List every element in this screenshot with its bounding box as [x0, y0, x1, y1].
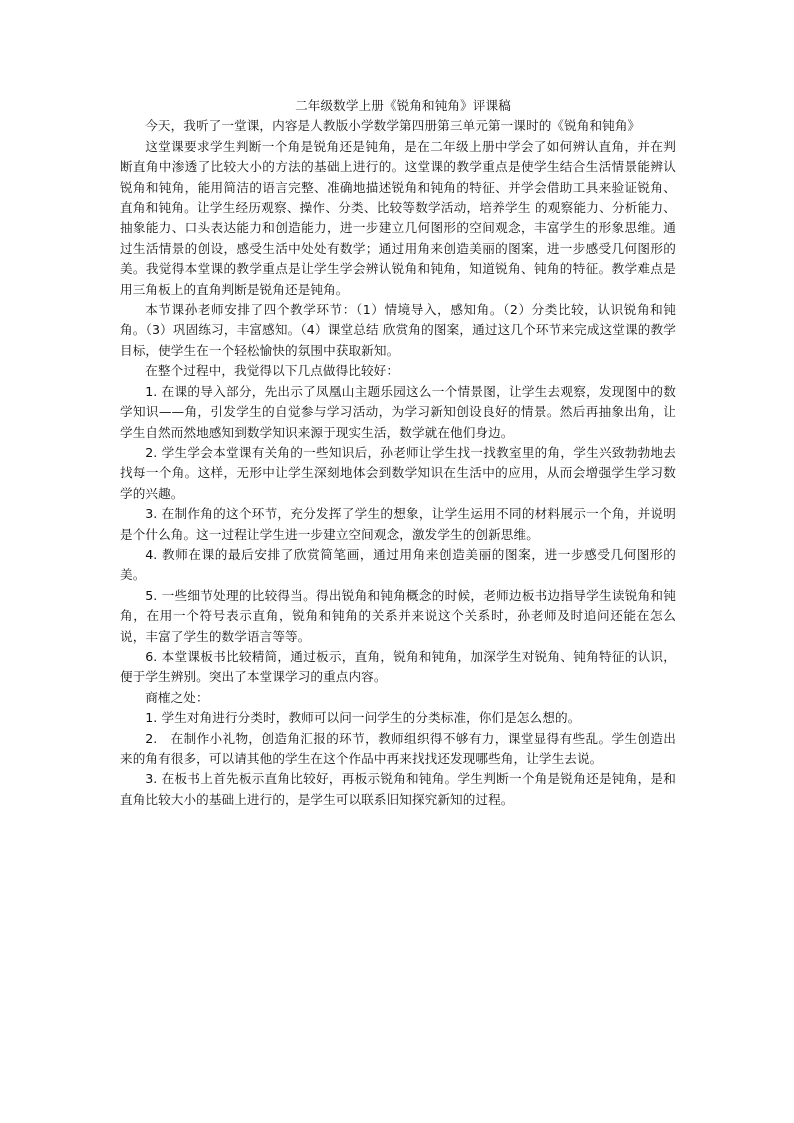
- lesson-requirements-paragraph: 这堂课要求学生判断一个角是锐角还是钝角，是在二年级上册中学会了如何辨认直角，并在判断直角中渗透了比较大小的方法的基础上进行的。这堂课的教学重点是使学生结合生活情景能辨认锐角和钝角，能用简洁的语言完整、准确地描述锐角和钝角的特征、并学会借助工具来验证锐角、直角和钝角。让学生经历观察、操作、分类、比较等数学活动，培养学生 的观察能力、分析能力、抽象能力、口头表达能力和创造能力，进一步建立几何图形的空间观念，丰富学生的形象思维。通过生活情景的创设，感受生活中处处有数学；通过用角来创造美丽的图案，进一步感受几何图形的美。我觉得本堂课的教学重点是让学生学会辨认锐角和钝角，知道锐角、钝角的特征。教学难点是用三角板上的直角判断是锐角还是钝角。: [120, 138, 676, 297]
- strength-item-6: 6. 本堂课板书比较精简，通过板示，直角，锐角和钝角，加深学生对锐角、钝角特征的认识，便于学生辨别。突出了本堂课学习的重点内容。: [120, 648, 676, 685]
- teaching-steps-paragraph: 本节课孙老师安排了四个教学环节：（1）情境导入，感知角。（2）分类比较，认识锐角和钝角。（3）巩固练习，丰富感知。（4）课堂总结 欣赏角的图案，通过这几个环节来完成这堂课的教学目标，使学生在一个轻松愉快的氛围中获取新知。: [120, 302, 676, 358]
- strength-item-3: 3. 在制作角的这个环节，充分发挥了学生的想象，让学生运用不同的材料展示一个角，并说明是个什么角。这一过程让学生进一步建立空间观念，激发学生的创新思维。: [120, 506, 676, 542]
- strength-item-2: 2. 学生学会本堂课有关角的一些知识后，孙老师让学生找一找教室里的角，学生兴致勃勃地去找每一个角。这样，无形中让学生深刻地体会到数学知识在生活中的应用，从而会增强学生学习数学的兴趣。: [120, 444, 676, 501]
- strength-item-1: 1. 在课的导入部分，先出示了凤凰山主题乐园这么一个情景图，让学生去观察，发现图中的数学知识——角，引发学生的自觉参与学习活动，为学习新知创设良好的情景。然后再抽象出角，让学生自然而然地感知到数学知识来源于现实生活，数学就在他们身边。: [120, 383, 676, 440]
- strength-item-4: 4. 教师在课的最后安排了欣赏简笔画，通过用角来创造美丽的图案，进一步感受几何图形的美。: [120, 546, 676, 583]
- strength-item-5: 5. 一些细节处理的比较得当。得出锐角和钝角概念的时候，老师边板书边指导学生读锐角和钝角，在用一个符号表示直角，锐角和钝角的关系并来说这个关系时，孙老师及时追问还能在怎么说，丰富了学生的数学语言等等。: [120, 587, 676, 644]
- intro-paragraph: 今天，我听了一堂课，内容是人教版小学数学第四册第三单元第一课时的《锐角和钝角》: [145, 118, 641, 134]
- document-body: [120, 96, 676, 810]
- strengths-heading: 在整个过程中，我觉得以下几点做得比较好：: [145, 363, 400, 379]
- discussion-heading: 商榷之处：: [145, 689, 209, 705]
- discussion-item-2: 2. 在制作小礼物，创造角汇报的环节，教师组织得不够有力，课堂显得有些乱。学生创造出来的角有很多，可以请其他的学生在这个作品中再来找找还发现哪些角，让学生去说。: [120, 730, 676, 766]
- discussion-item-1: 1. 学生对角进行分类时，教师可以问一问学生的分类标准，你们是怎么想的。: [145, 710, 581, 726]
- document-title: 二年级数学上册《锐角和钝角》评课稿: [295, 98, 511, 113]
- discussion-item-3: 3. 在板书上首先板示直角比较好，再板示锐角和钝角。学生判断一个角是锐角还是钝角，是和直角比较大小的基础上进行的，是学生可以联系旧知探究新知的过程。: [120, 771, 676, 807]
